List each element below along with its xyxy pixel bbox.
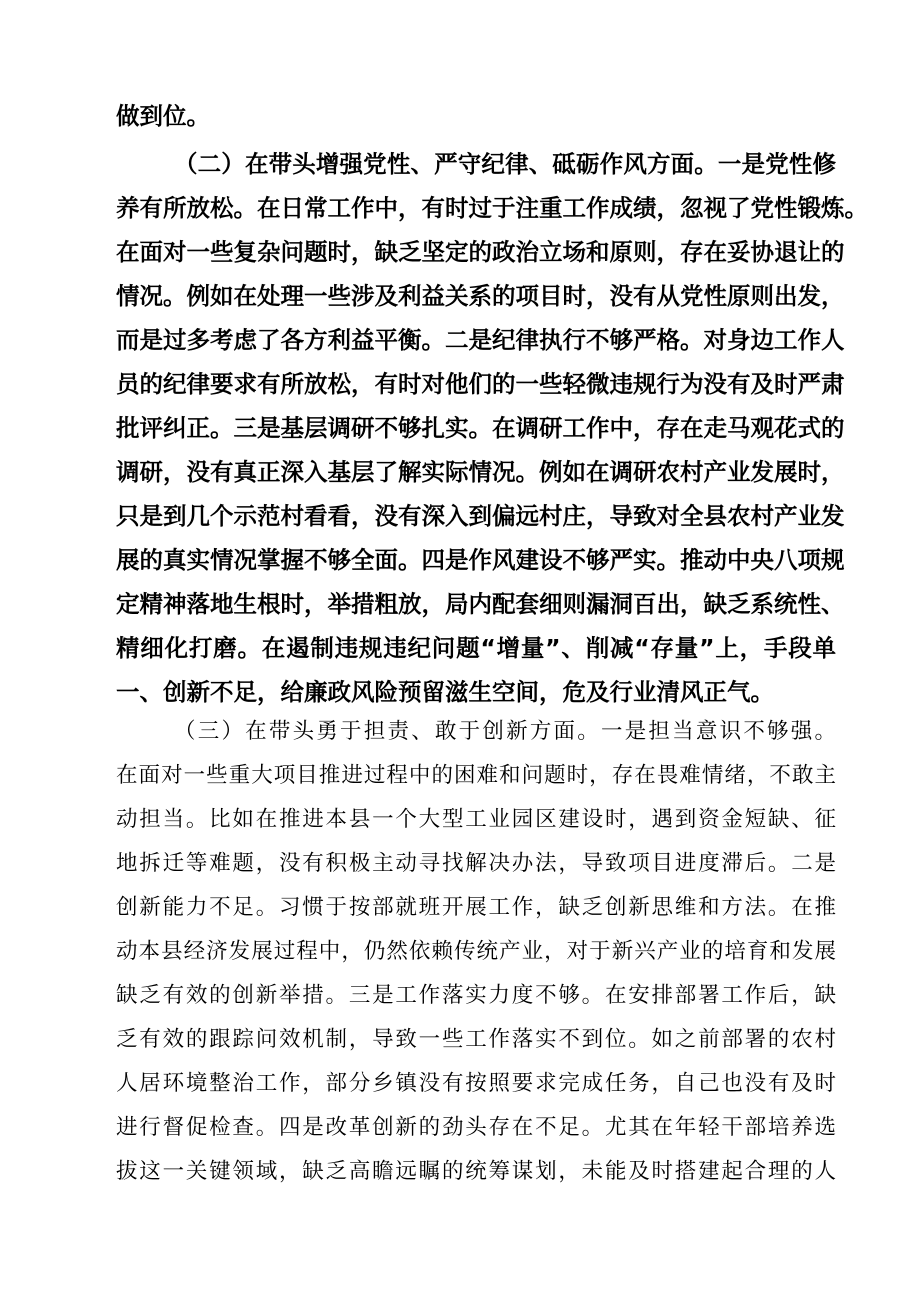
text-line: 员的纪律要求有所放松，有时对他们的一些轻微违规行为没有及时严肃	[116, 370, 845, 398]
section-heading-line: （三）在带头勇于担责、敢于创新方面。一是担当意识不够强。	[174, 719, 836, 744]
text-line: 养有所放松。在日常工作中，有时过于注重工作成绩，忽视了党性锻炼。	[116, 194, 868, 222]
section-heading-line: （二）在带头增强党性、严守纪律、砥砺作风方面。一是党性修	[174, 150, 836, 178]
text-line: 地拆迁等难题，没有积极主动寻找解决办法，导致项目进度滞后。二是	[116, 851, 836, 876]
text-line: 缺乏有效的创新举措。三是工作落实力度不够。在安排部署工作后，缺	[116, 983, 836, 1008]
text-line: 只是到几个示范村看看，没有深入到偏远村庄，导致对全县农村产业发	[116, 502, 845, 530]
text-line: 在面对一些复杂问题时，缺乏坚定的政治立场和原则，存在妥协退让的	[116, 238, 845, 266]
text-line: 批评纠正。三是基层调研不够扎实。在调研工作中，存在走马观花式的	[116, 414, 845, 442]
text-line: 情况。例如在处理一些涉及利益关系的项目时，没有从党性原则出发，	[116, 282, 845, 310]
text-line: 在面对一些重大项目推进过程中的困难和问题时，存在畏难情绪，不敢主	[116, 763, 836, 788]
text-line: 进行督促检查。四是改革创新的劲头存在不足。尤其在年轻干部培养选	[116, 1115, 836, 1140]
text-line: 调研，没有真正深入基层了解实际情况。例如在调研农村产业发展时，	[116, 458, 845, 486]
text-line: 动担当。比如在推进本县一个大型工业园区建设时，遇到资金短缺、征	[116, 807, 836, 832]
text-line: 而是过多考虑了各方利益平衡。二是纪律执行不够严格。对身边工作人	[116, 326, 845, 354]
text-line: 拔这一关键领域，缺乏高瞻远瞩的统筹谋划，未能及时搭建起合理的人	[116, 1159, 836, 1184]
text-line: 动本县经济发展过程中，仍然依赖传统产业，对于新兴产业的培育和发展	[116, 939, 836, 964]
text-line: 展的真实情况掌握不够全面。四是作风建设不够严实。推动中央八项规	[116, 546, 845, 574]
text-line: 精细化打磨。在遏制违规违纪问题“增量”、削减“存量”上，手段单	[116, 634, 836, 662]
text-line: 定精神落地生根时，举措粗放，局内配套细则漏洞百出，缺乏系统性、	[116, 590, 845, 618]
text-line: 做到位。	[116, 102, 210, 130]
text-line: 创新能力不足。习惯于按部就班开展工作，缺乏创新思维和方法。在推	[116, 895, 836, 920]
text-line: 乏有效的跟踪问效机制，导致一些工作落实不到位。如之前部署的农村	[116, 1027, 836, 1052]
text-line: 人居环境整治工作，部分乡镇没有按照要求完成任务，自己也没有及时	[116, 1071, 836, 1096]
text-line: 一、创新不足，给廉政风险预留滋生空间，危及行业清风正气。	[116, 678, 774, 706]
